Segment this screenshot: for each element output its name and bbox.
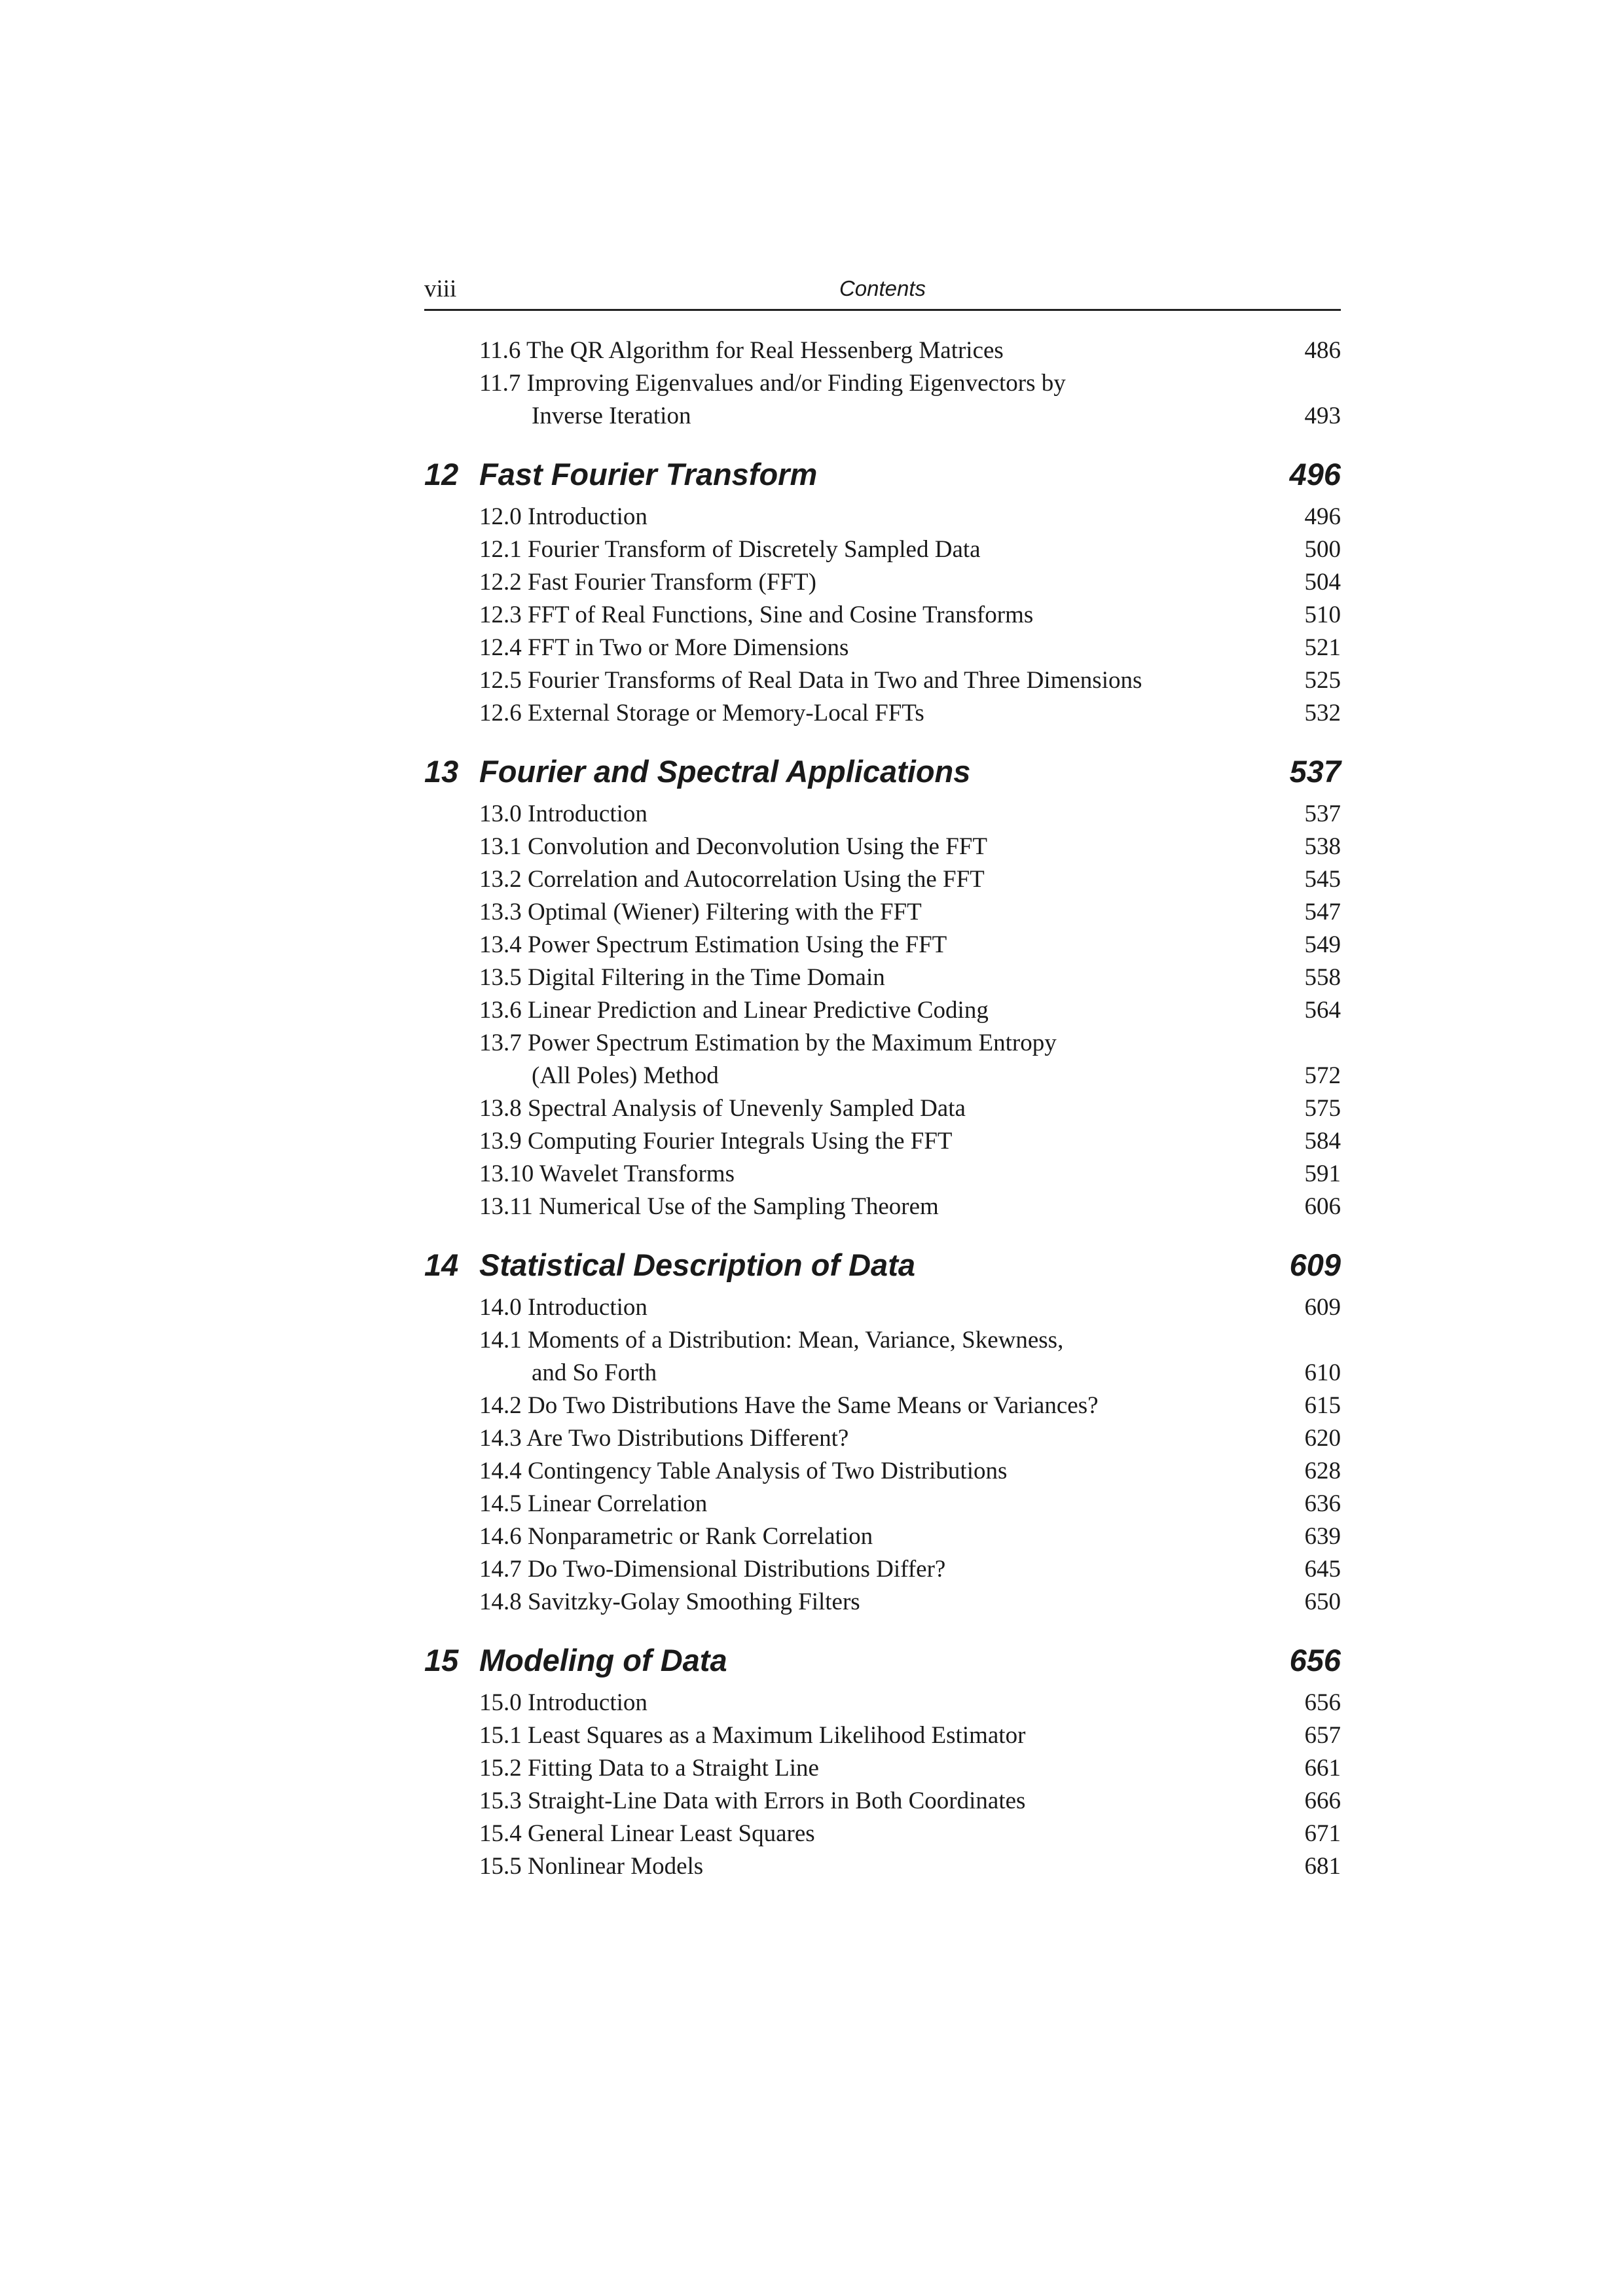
toc-entry-title: 14.2 Do Two Distributions Have the Same Means or Variances?: [479, 1392, 1099, 1419]
toc-entry-title: 13.6 Linear Prediction and Linear Predictive Coding: [479, 997, 989, 1024]
toc-entry-page: 645: [1304, 1556, 1341, 1583]
chapter-page: 656: [1289, 1643, 1341, 1677]
toc-entry-page: 671: [1304, 1820, 1341, 1847]
toc-entry-page: 500: [1304, 536, 1341, 563]
toc-entry[interactable]: [424, 1455, 1341, 1488]
toc-entry-page: 549: [1304, 931, 1341, 958]
toc-entry-title: 14.0 Introduction: [479, 1294, 647, 1321]
toc-entry[interactable]: [424, 632, 1341, 664]
toc-entry-page: 639: [1304, 1523, 1341, 1550]
toc-entry-title: 13.4 Power Spectrum Estimation Using the FFT: [479, 931, 947, 958]
toc-entry-title: 13.2 Correlation and Autocorrelation Using the FFT: [479, 866, 985, 893]
toc-entry-page: 532: [1304, 700, 1341, 726]
chapter-number: 14: [424, 1247, 459, 1282]
chapter-heading-13[interactable]: [424, 752, 1341, 791]
toc-entry[interactable]: [424, 831, 1341, 863]
toc-entry[interactable]: [424, 1092, 1341, 1125]
toc-entry-title: 11.6 The QR Algorithm for Real Hessenberg Matrices: [479, 337, 1004, 364]
toc-entry[interactable]: [424, 599, 1341, 632]
toc-entry-page: 666: [1304, 1787, 1341, 1814]
toc-entry-title-continued: and So Forth: [532, 1359, 657, 1386]
toc-entry-page: 606: [1304, 1193, 1341, 1220]
toc-entry[interactable]: [424, 896, 1341, 929]
toc-entry-title: 12.6 External Storage or Memory-Local FFTs: [479, 700, 924, 726]
toc-entry-title: 15.2 Fitting Data to a Straight Line: [479, 1755, 819, 1782]
toc-entry-title: 14.4 Contingency Table Analysis of Two Distributions: [479, 1458, 1008, 1484]
toc-entry[interactable]: [424, 334, 1341, 367]
chapter-number: 15: [424, 1643, 459, 1677]
toc-entry-page: 609: [1304, 1294, 1341, 1321]
toc-entry-page: 636: [1304, 1490, 1341, 1517]
toc-entry[interactable]: [424, 1687, 1341, 1719]
table-of-contents: [424, 334, 1341, 1883]
toc-entry-page: 493: [1304, 403, 1341, 429]
toc-entry-page: 620: [1304, 1425, 1341, 1452]
chapter-number: 13: [424, 754, 459, 789]
toc-entry-title: 12.0 Introduction: [479, 503, 647, 530]
toc-entry[interactable]: [424, 664, 1341, 697]
toc-entry-title: 11.7 Improving Eigenvalues and/or Finding Eigenvectors by: [479, 370, 1066, 397]
toc-entry-title: 13.9 Computing Fourier Integrals Using the FFT: [479, 1128, 953, 1155]
toc-page: [424, 275, 1341, 1883]
toc-entry-page: 656: [1304, 1689, 1341, 1716]
toc-entry-page: 504: [1304, 569, 1341, 596]
toc-entry-page: 496: [1304, 503, 1341, 530]
toc-entry[interactable]: [424, 1191, 1341, 1223]
toc-entry[interactable]: [424, 1488, 1341, 1520]
chapter-heading-12[interactable]: [424, 455, 1341, 494]
toc-entry-title: 15.4 General Linear Least Squares: [479, 1820, 815, 1847]
toc-entry[interactable]: [424, 1553, 1341, 1586]
chapter-page: 496: [1289, 457, 1341, 492]
toc-entry-title: 12.4 FFT in Two or More Dimensions: [479, 634, 849, 661]
toc-entry-title: 14.8 Savitzky-Golay Smoothing Filters: [479, 1588, 860, 1615]
toc-entry-title: 12.3 FFT of Real Functions, Sine and Cosine Transforms: [479, 601, 1034, 628]
chapter-title: Fourier and Spectral Applications: [479, 754, 971, 789]
toc-entry-page: 486: [1304, 337, 1341, 364]
toc-entry-page: 615: [1304, 1392, 1341, 1419]
toc-entry-title: 12.1 Fourier Transform of Discretely Sampled Data: [479, 536, 981, 563]
toc-entry[interactable]: [424, 1586, 1341, 1619]
toc-entry-page: 564: [1304, 997, 1341, 1024]
toc-entry[interactable]: [424, 1324, 1341, 1390]
toc-entry-title-continued: Inverse Iteration: [532, 403, 691, 429]
toc-entry[interactable]: [424, 1850, 1341, 1883]
toc-entry-page: 591: [1304, 1160, 1341, 1187]
toc-entry-title: 12.5 Fourier Transforms of Real Data in Two and Three Dimensions: [479, 667, 1142, 694]
running-title: Contents: [839, 276, 926, 300]
toc-entry-page: 572: [1304, 1062, 1341, 1089]
toc-entry-page: 681: [1304, 1853, 1341, 1880]
toc-entry-page: 545: [1304, 866, 1341, 893]
toc-entry-title: 13.1 Convolution and Deconvolution Using the FFT: [479, 833, 987, 860]
toc-entry-page: 610: [1304, 1359, 1341, 1386]
toc-entry-title: 13.3 Optimal (Wiener) Filtering with the FFT: [479, 899, 922, 925]
toc-entry-title: 15.5 Nonlinear Models: [479, 1853, 704, 1880]
toc-entry-page: 558: [1304, 964, 1341, 991]
toc-entry-title: 14.6 Nonparametric or Rank Correlation: [479, 1523, 873, 1550]
toc-entry-title: 13.10 Wavelet Transforms: [479, 1160, 735, 1187]
toc-entry[interactable]: [424, 798, 1341, 831]
toc-entry[interactable]: [424, 863, 1341, 896]
chapter-page: 537: [1289, 754, 1341, 789]
running-head: [424, 275, 1341, 311]
chapter-heading-15[interactable]: [424, 1641, 1341, 1680]
toc-entry-page: 657: [1304, 1722, 1341, 1749]
toc-entry[interactable]: [424, 994, 1341, 1027]
toc-entry[interactable]: [424, 1291, 1341, 1324]
toc-entry-title: 14.5 Linear Correlation: [479, 1490, 708, 1517]
chapter-title: Fast Fourier Transform: [479, 457, 818, 492]
toc-entry-title-continued: (All Poles) Method: [532, 1062, 719, 1089]
toc-entry[interactable]: [424, 1752, 1341, 1785]
chapter-page: 609: [1289, 1247, 1341, 1282]
toc-entry[interactable]: [424, 961, 1341, 994]
toc-entry-title: 13.8 Spectral Analysis of Unevenly Sampled Data: [479, 1095, 966, 1122]
toc-entry-page: 537: [1304, 800, 1341, 827]
toc-entry-page: 628: [1304, 1458, 1341, 1484]
toc-entry[interactable]: [424, 1027, 1341, 1092]
toc-entry[interactable]: [424, 533, 1341, 566]
toc-entry[interactable]: [424, 1818, 1341, 1850]
toc-entry[interactable]: [424, 1158, 1341, 1191]
toc-entry-title: 14.3 Are Two Distributions Different?: [479, 1425, 849, 1452]
toc-entry-title: 14.7 Do Two-Dimensional Distributions Differ?: [479, 1556, 946, 1583]
toc-entry-page: 547: [1304, 899, 1341, 925]
toc-entry[interactable]: [424, 1125, 1341, 1158]
toc-entry[interactable]: [424, 1785, 1341, 1818]
toc-entry[interactable]: [424, 1719, 1341, 1752]
toc-entry-page: 538: [1304, 833, 1341, 860]
toc-entry-page: 661: [1304, 1755, 1341, 1782]
toc-entry-page: 521: [1304, 634, 1341, 661]
toc-entry-title: 13.11 Numerical Use of the Sampling Theorem: [479, 1193, 939, 1220]
page-number: viii: [424, 276, 457, 302]
toc-entry-title: 12.2 Fast Fourier Transform (FFT): [479, 569, 816, 596]
toc-entry[interactable]: [424, 1390, 1341, 1422]
toc-entry-title: 13.5 Digital Filtering in the Time Domain: [479, 964, 885, 991]
toc-entry[interactable]: [424, 501, 1341, 533]
toc-entry[interactable]: [424, 566, 1341, 599]
toc-entry-page: 575: [1304, 1095, 1341, 1122]
toc-entry-page: 525: [1304, 667, 1341, 694]
chapter-title: Statistical Description of Data: [479, 1247, 915, 1282]
toc-entry[interactable]: [424, 929, 1341, 961]
toc-entry-page: 584: [1304, 1128, 1341, 1155]
toc-entry-title: 15.0 Introduction: [479, 1689, 647, 1716]
toc-entry-title: 13.7 Power Spectrum Estimation by the Maximum Entropy: [479, 1030, 1057, 1056]
toc-entry[interactable]: [424, 1520, 1341, 1553]
chapter-heading-14[interactable]: [424, 1246, 1341, 1285]
chapter-number: 12: [424, 457, 459, 492]
toc-entry[interactable]: [424, 1422, 1341, 1455]
toc-entry-page: 510: [1304, 601, 1341, 628]
toc-entry[interactable]: [424, 367, 1341, 433]
toc-entry[interactable]: [424, 697, 1341, 730]
toc-entry-title: 14.1 Moments of a Distribution: Mean, Variance, Skewness,: [479, 1327, 1064, 1354]
toc-entry-page: 650: [1304, 1588, 1341, 1615]
toc-entry-title: 13.0 Introduction: [479, 800, 647, 827]
toc-entry-title: 15.1 Least Squares as a Maximum Likelihood Estimator: [479, 1722, 1026, 1749]
toc-entry-title: 15.3 Straight-Line Data with Errors in Both Coordinates: [479, 1787, 1026, 1814]
chapter-title: Modeling of Data: [479, 1643, 727, 1677]
